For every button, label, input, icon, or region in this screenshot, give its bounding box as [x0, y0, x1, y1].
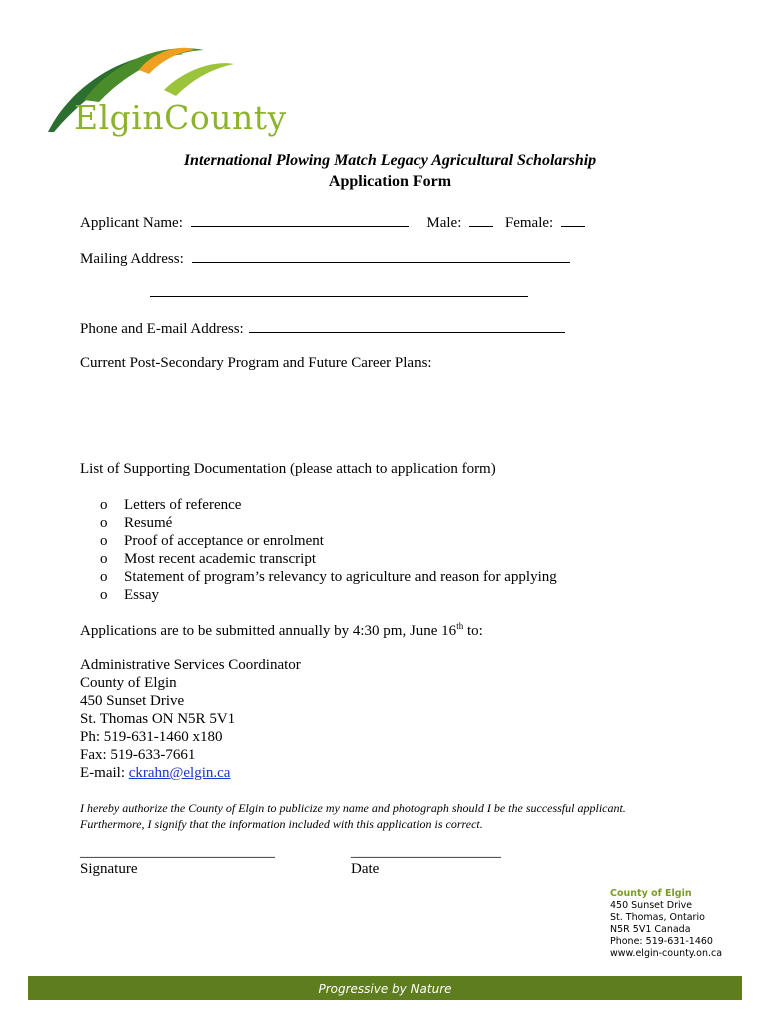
applicant-name-row [80, 212, 585, 232]
date-label: Date [351, 861, 380, 877]
bullet-marker: o [100, 515, 108, 531]
list-item: o Proof of acceptance or enrolment [100, 533, 324, 549]
contact-fax: Fax: 519-633-7661 [80, 747, 196, 763]
contact-street: 450 Sunset Drive [80, 693, 185, 709]
mailing-address-label: Mailing Address: [80, 251, 184, 267]
logo-wordmark: ElginCounty [74, 98, 287, 137]
program-label: Current Post-Secondary Program and Future Career Plans: [80, 355, 432, 371]
list-item: o Statement of program’s relevancy to agriculture and reason for applying [100, 569, 557, 585]
form-subtitle: Application Form [328, 173, 452, 190]
mailing-address-field[interactable] [192, 248, 570, 263]
form-title: International Plowing Match Legacy Agricultural Scholarship [183, 152, 597, 169]
signature-field[interactable]: __________________________ Signature [80, 844, 275, 877]
contact-block [80, 656, 301, 782]
list-item: o Resumé [100, 515, 173, 531]
female-field[interactable] [561, 212, 585, 227]
mailing-address-field-line2[interactable] [150, 296, 528, 297]
applicant-name-field[interactable] [191, 212, 409, 227]
male-label: Male: [426, 215, 462, 231]
footer-tagline: Progressive by Nature [318, 982, 452, 996]
applicant-name-label: Applicant Name: [80, 215, 183, 231]
list-item: o Essay [100, 587, 159, 603]
program-answer-area[interactable] [80, 378, 680, 458]
footer-website: www.elgin-county.on.ca [610, 948, 723, 959]
male-field[interactable] [469, 212, 493, 227]
female-label: Female: [504, 215, 554, 231]
bullet-marker: o [100, 569, 108, 585]
contact-city: St. Thomas ON N5R 5V1 [80, 711, 236, 727]
bullet-marker: o [100, 551, 108, 567]
date-field[interactable]: ____________________ Date [351, 844, 501, 877]
elgin-county-logo [44, 40, 287, 150]
email-link[interactable]: ckrahn@elgin.ca [128, 765, 231, 781]
bullet-marker: o [100, 497, 108, 513]
phone-email-row [80, 318, 565, 338]
contact-title: Administrative Services Coordinator [80, 657, 301, 673]
mailing-address-row [80, 248, 570, 268]
list-item: o Letters of reference [100, 497, 242, 513]
list-item: o Most recent academic transcript [100, 551, 316, 567]
contact-phone: Ph: 519-631-1460 x180 [80, 729, 223, 745]
phone-email-field[interactable] [249, 318, 565, 333]
documents-list [100, 496, 557, 604]
signature-label: Signature [80, 861, 138, 877]
authorization-statement: I hereby authorize the County of Elgin to publicize my name and photograph should I be the successful applicant. Furthermore, I signify that the information included with this application is correct. [80, 801, 626, 831]
contact-org: County of Elgin [80, 675, 177, 691]
bullet-marker: o [100, 587, 108, 603]
contact-email-row: E-mail: ckrahn@elgin.ca [80, 765, 231, 781]
footer-org: County of Elgin [610, 888, 692, 899]
supporting-docs-label: List of Supporting Documentation (please attach to application form) [80, 461, 496, 477]
submission-deadline: Applications are to be submitted annually by 4:30 pm, June 16th to: [80, 621, 483, 639]
phone-email-label: Phone and E-mail Address: [80, 321, 244, 337]
footer-address: County of Elgin 450 Sunset Drive St. Thomas, Ontario N5R 5V1 Canada Phone: 519-631-1460 www.elgin-county.on.ca [610, 888, 723, 959]
bullet-marker: o [100, 533, 108, 549]
footer-tagline-bar [28, 976, 742, 1000]
